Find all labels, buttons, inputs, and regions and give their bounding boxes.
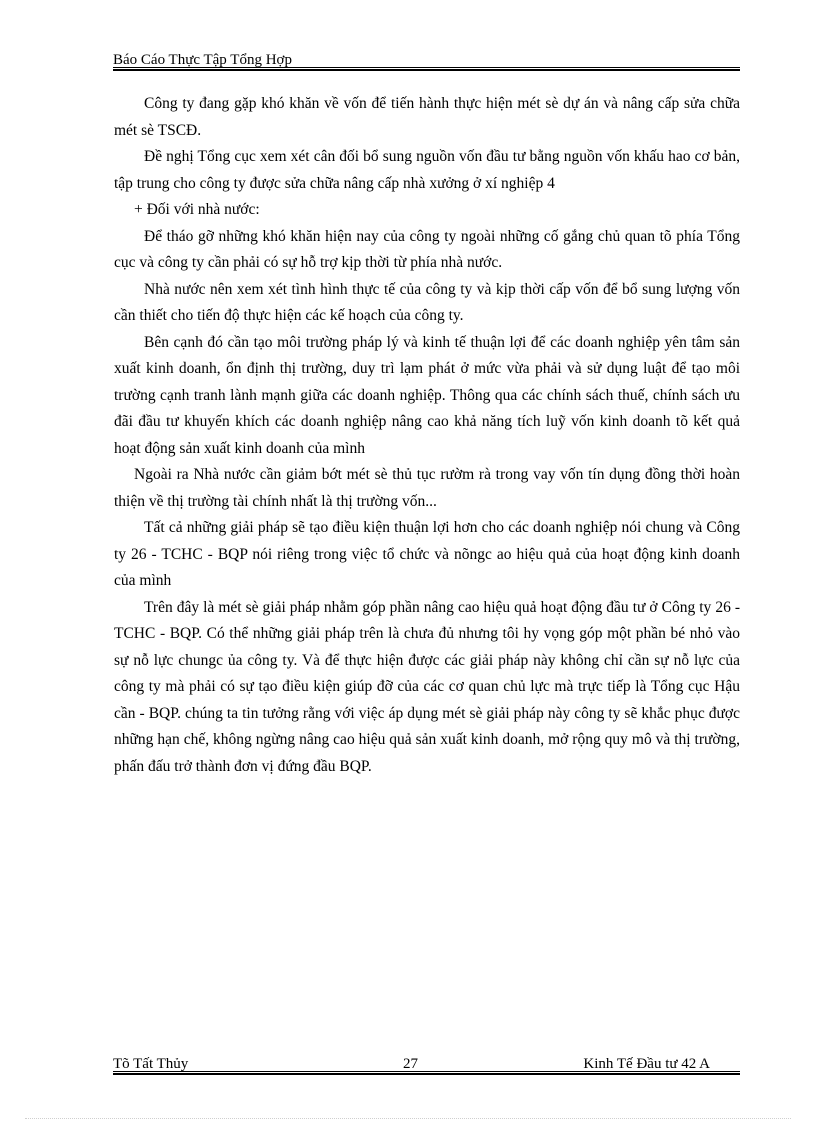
footer-author: Tõ Tất Thủy bbox=[113, 1056, 189, 1072]
paragraph-capital-difficulty: Công ty đang gặp khó khăn về vốn để tiến hành thực hiện mét sè dự án và nâng cấp sửa chữa mét sè TSCĐ. bbox=[114, 95, 740, 139]
body-text bbox=[114, 91, 740, 780]
paragraph-solutions-benefit: Tất cả những giải pháp sẽ tạo điều kiện thuận lợi hơn cho các doanh nghiệp nói chung và Công ty 26 - TCHC - BQP nói riêng trong việc tổ chức và nõngc ao hiệu quả của hoạt động kinh doanh của mình bbox=[114, 519, 740, 589]
paragraph-state-support: Để tháo gỡ những khó khăn hiện nay của công ty ngoài những cố gắng chủ quan tõ phía Tổng cục và công ty cần phải có sự hỗ trợ kịp thời từ phía nhà nước. bbox=[114, 227, 740, 271]
header-rule-thick bbox=[113, 69, 740, 71]
header-title: Báo Cáo Thực Tập Tổng Hợp bbox=[113, 52, 292, 68]
page-number: 27 bbox=[403, 1056, 418, 1072]
paragraph-legal-environment: Bên cạnh đó cần tạo môi trường pháp lý và kinh tế thuận lợi để các doanh nghiệp yên tâm sản xuất kinh doanh, ổn định thị trường, duy trì lạm phát ở mức vừa phải và sử dụng luật để tạo môi trường cạnh tranh lành mạnh giữa các doanh nghiệp. Thông qua các chính sách thuế, chính sách ưu đãi đầu tư khuyến khích các doanh nghiệp nâng cao khả năng tích luỹ vốn kinh doanh tõ kết quả hoạt động sản xuất kinh doanh của mình bbox=[114, 333, 740, 457]
page-bottom-dotted-edge bbox=[25, 1118, 791, 1119]
paragraph-state-capital: Nhà nước nên xem xét tình hình thực tế của công ty và kịp thời cấp vốn để bổ sung lượng vốn cần thiết cho tiến độ thực hiện các kế hoạch của công ty. bbox=[114, 280, 740, 324]
footer-rule-thick bbox=[113, 1073, 740, 1075]
paragraph-procedures: Ngoài ra Nhà nước cần giảm bớt mét sè thủ tục rườm rà trong vay vốn tín dụng đồng thời hoàn thiện về thị trường tài chính nhất là thị trường vốn... bbox=[114, 466, 740, 510]
header-rule-thin bbox=[113, 67, 740, 68]
paragraph-general-department-proposal: Đề nghị Tổng cục xem xét cân đối bổ sung nguồn vốn đầu tư bằng nguồn vốn khấu hao cơ bản, tập trung cho công ty được sửa chữa nâng cấp nhà xưởng ở xí nghiệp 4 bbox=[114, 148, 740, 192]
paragraph-conclusion: Trên đây là mét sè giải pháp nhằm góp phần nâng cao hiệu quả hoạt động đầu tư ở Công ty 26 - TCHC - BQP. Có thể những giải pháp trên là chưa đủ nhưng tôi hy vọng góp một phần bé nhỏ vào sự nỗ lực chungc ủa công ty. Và để thực hiện được các giải pháp này không chỉ cần sự nỗ lực của công ty mà phải có sự tạo điều kiện giúp đỡ của các cơ quan chủ lực mà trực tiếp là Tổng cục Hậu cần - BQP. chúng ta tin tưởng rằng với việc áp dụng mét sè giải pháp này công ty sẽ khắc phục được những hạn chế, không ngừng nâng cao hiệu quả sản xuất kinh doanh, mở rộng quy mô và thị trường, phấn đấu trở thành đơn vị đứng đầu BQP. bbox=[114, 598, 740, 775]
paragraph-state-heading: + Đối với nhà nước: bbox=[134, 201, 260, 218]
footer-class-name: Kinh Tế Đầu tư 42 A bbox=[583, 1056, 710, 1072]
page-footer bbox=[113, 1055, 740, 1073]
